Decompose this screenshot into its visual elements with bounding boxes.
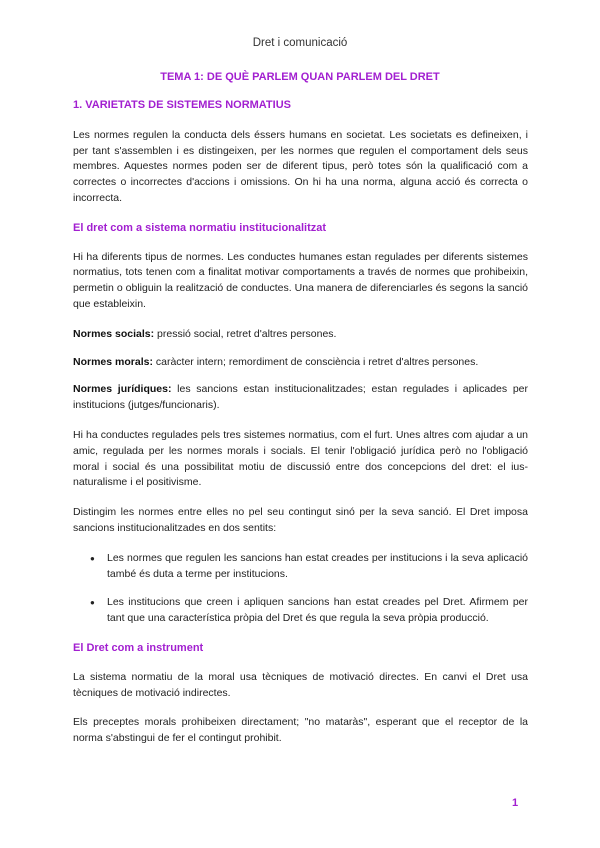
document-body [73,98,528,761]
bullet-list-sancions [73,551,528,627]
paragraph-intro: Les normes regulen la conducta dels éssers humans en societat. Les societats es defineixen, i per tant s'assemblen i es distingeixen, per les normes que regulen el comportament dels seus membres. Aquestes normes poden ser de diferent tipus, però totes són la qualificació com a correctes o incorrectes d'accions i omissions. On hi ha una norma, alguna acció és correcta o incorrecta. [73,128,528,204]
document-title: TEMA 1: DE QUÈ PARLEM QUAN PARLEM DEL DRET [160,71,440,83]
label-normes-juridiques: Normes jurídiques: [73,383,172,396]
page-header: Dret i comunicació [252,37,348,49]
page-number: 1 [512,797,519,809]
paragraph-distingim: Distingim les normes entre elles no pel seu contingut sinó per la seva sanció. El Dret imposa sancions institucionalitzades en dos sentits: [73,506,528,534]
paragraph-tipus-normes: Hi ha diferents tipus de normes. Les conductes humanes estan regulades per diferents sistemes normatius, tots tenen com a finalitat motivar comportaments a través de normes que prohibeixin, permetin o obliguin la realització de conductes. Una manera de diferenciarles és segons la sanció que estableixin. [73,250,528,310]
section-heading-dret-institucionalitzat: El dret com a sistema normatiu institucionalitzat [73,221,327,234]
list-item: ● Les institucions que creen i apliquen sancions han estat creades pel Dret. Afirmem per tant que una característica pròpia del Dret és que regula la seva pròpia producció. [107,595,528,627]
paragraph-normes-juridiques [73,382,528,414]
paragraph-normes-socials [73,327,528,343]
paragraph-sistema-moral: La sistema normatiu de la moral usa tècniques de motivació directes. En canvi el Dret usa tècniques de motivació indirectes. [73,670,528,699]
text-normes-juridiques: les sancions estan institucionalitzades; estan regulades i aplicades per institucions (jutges/funcionaris). [73,383,529,412]
section-heading-dret-instrument: El Dret com a instrument [73,641,204,654]
text-normes-morals: caràcter intern; remordiment de consciència i retret d'altres persones. [152,355,479,368]
paragraph-normes-morals [73,355,528,371]
section-heading-varietats: 1. VARIETATS DE SISTEMES NORMATIUS [73,99,291,111]
label-normes-morals: Normes morals: [73,355,153,368]
paragraph-conductes-regulades: Hi ha conductes regulades pels tres sistemes normatius, com el furt. Unes altres com ajudar a un amic, regulada per les normes morals i socials. El tenir l'obligació jurídica però no l'obligació moral i social és una possibilitat motiu de discussió entre dos concepcions del dret: el ius-naturalisme i el positivisme. [73,428,528,489]
list-item: ● Les normes que regulen les sancions han estat creades per institucions i la seva aplicació també és duta a terme per institucions. [107,551,528,583]
text-normes-socials: pressió social, retret d'altres persones. [154,327,337,340]
paragraph-preceptes-morals: Els preceptes morals prohibeixen directament; "no mataràs", esperant que el receptor de la norma s'abstingui de fer el contingut prohibit. [73,716,528,745]
label-normes-socials: Normes socials: [73,327,155,340]
